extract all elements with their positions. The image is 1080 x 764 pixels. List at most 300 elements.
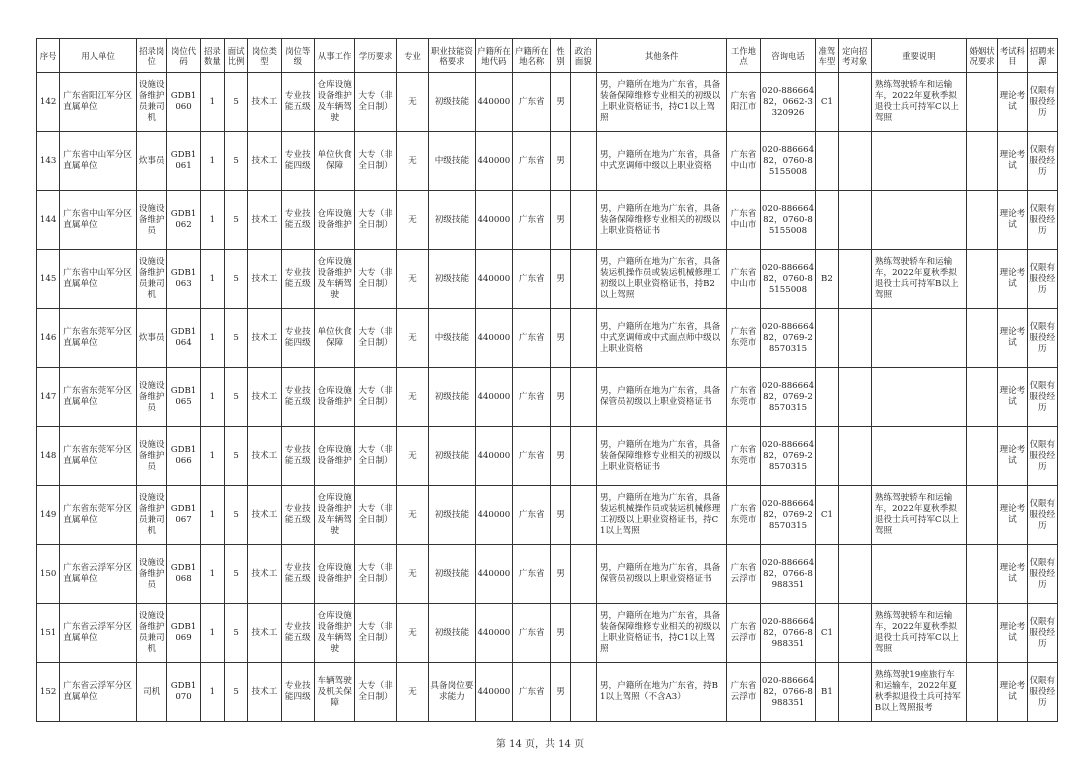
table-cell: 020-88666482，0662-3320926: [760, 73, 816, 132]
table-cell: [816, 132, 838, 191]
table-cell: 广东省中山市: [727, 250, 760, 309]
table-cell: 熟练驾驶轿车和运输车，2022年夏秋季拟退役士兵可持军C以上驾照: [871, 604, 966, 663]
table-cell: 设施设备维护员: [137, 427, 167, 486]
table-cell: 5: [224, 427, 247, 486]
table-cell: 初级技能: [429, 486, 476, 545]
table-cell: [816, 545, 838, 604]
table-cell: [838, 191, 871, 250]
table-cell: 仅限有服役经历: [1027, 604, 1057, 663]
table-cell: 男: [551, 191, 570, 250]
table-cell: 熟练驾驶轿车和运输车，2022年夏秋季拟退役士兵可持军C以上驾照: [871, 73, 966, 132]
column-header: 招聘来源: [1027, 39, 1057, 73]
table-cell: [838, 604, 871, 663]
table-cell: 理论考试: [998, 427, 1027, 486]
table-cell: 仓库设施设备维护: [314, 368, 354, 427]
table-cell: [570, 309, 596, 368]
table-cell: [871, 427, 966, 486]
table-cell: [816, 309, 838, 368]
table-cell: 男，户籍所在地为广东省，具备保管员初级以上职业资格证书: [596, 545, 726, 604]
table-cell: 设施设备维护员兼司机: [137, 73, 167, 132]
table-cell: 广东省中山军分区直属单位: [60, 132, 137, 191]
table-cell: GDB1062: [167, 191, 200, 250]
table-cell: [838, 427, 871, 486]
table-cell: [966, 73, 997, 132]
table-cell: 大专（非全日制）: [355, 427, 396, 486]
table-row: [37, 132, 1058, 191]
table-cell: 广东省东莞市: [727, 427, 760, 486]
table-cell: GDB1060: [167, 73, 200, 132]
table-cell: 具备岗位要求能力: [429, 663, 476, 722]
table-cell: GDB1061: [167, 132, 200, 191]
table-cell: 男: [551, 486, 570, 545]
column-header: 从事工作: [314, 39, 354, 73]
column-header: 性别: [551, 39, 570, 73]
table-cell: 1: [200, 427, 224, 486]
table-cell: 专业技能五级: [281, 73, 314, 132]
table-cell: 仅限有服役经历: [1027, 132, 1057, 191]
table-cell: 男: [551, 663, 570, 722]
table-cell: 仓库设施设备维护及车辆驾驶: [314, 73, 354, 132]
table-cell: 440000: [475, 663, 512, 722]
table-cell: 仅限有服役经历: [1027, 73, 1057, 132]
table-cell: 技术工: [248, 368, 281, 427]
table-cell: [816, 191, 838, 250]
table-cell: 广东省东莞军分区直属单位: [60, 427, 137, 486]
column-header: 准驾车型: [816, 39, 838, 73]
table-cell: 仅限有服役经历: [1027, 250, 1057, 309]
table-cell: GDB1064: [167, 309, 200, 368]
table-cell: 男: [551, 368, 570, 427]
table-cell: 设施设备维护员兼司机: [137, 604, 167, 663]
table-cell: 广东省: [513, 427, 551, 486]
table-cell: 广东省: [513, 604, 551, 663]
table-cell: 广东省云浮市: [727, 545, 760, 604]
table-cell: [871, 132, 966, 191]
table-cell: 理论考试: [998, 368, 1027, 427]
table-cell: [966, 132, 997, 191]
table-cell: 广东省云浮军分区直属单位: [60, 545, 137, 604]
table-cell: 男: [551, 250, 570, 309]
table-cell: 男: [551, 427, 570, 486]
table-cell: 炊事员: [137, 309, 167, 368]
table-cell: 440000: [475, 545, 512, 604]
table-cell: 020-88666482，0760-85155008: [760, 191, 816, 250]
table-cell: 150: [37, 545, 60, 604]
table-cell: 5: [224, 309, 247, 368]
table-cell: C1: [816, 73, 838, 132]
column-header: 考试科目: [998, 39, 1027, 73]
table-cell: 广东省中山市: [727, 132, 760, 191]
table-cell: [838, 132, 871, 191]
table-cell: 020-88666482，0769-28570315: [760, 309, 816, 368]
table-cell: 理论考试: [998, 486, 1027, 545]
table-cell: 男: [551, 309, 570, 368]
table-cell: 广东省: [513, 309, 551, 368]
table-cell: 男，户籍所在地为广东省，具备装备保障维修专业相关的初级以上职业资格证书，持C1以上驾照: [596, 73, 726, 132]
table-cell: 广东省: [513, 368, 551, 427]
table-cell: 大专（非全日制）: [355, 663, 396, 722]
table-cell: 理论考试: [998, 132, 1027, 191]
table-cell: 仅限有服役经历: [1027, 545, 1057, 604]
column-header: 用人单位: [60, 39, 137, 73]
table-cell: [570, 368, 596, 427]
table-cell: 5: [224, 486, 247, 545]
table-cell: 大专（非全日制）: [355, 545, 396, 604]
table-cell: 无: [396, 368, 428, 427]
table-row: [37, 73, 1058, 132]
table-cell: 广东省云浮市: [727, 663, 760, 722]
table-cell: [966, 191, 997, 250]
table-cell: [838, 368, 871, 427]
table-cell: [838, 486, 871, 545]
table-cell: 男，户籍所在地为广东省，具备保管员初级以上职业资格证书: [596, 368, 726, 427]
table-cell: 男，户籍所在地为广东省，具备装备保障维修专业相关的初级以上职业资格证书: [596, 191, 726, 250]
column-header: 序号: [37, 39, 60, 73]
table-header-row: [37, 39, 1058, 73]
table-cell: 440000: [475, 604, 512, 663]
table-cell: 1: [200, 132, 224, 191]
table-cell: 专业技能五级: [281, 368, 314, 427]
table-cell: 广东省云浮市: [727, 604, 760, 663]
table-cell: 熟练驾驶轿车和运输车，2022年夏秋季拟退役士兵可持军C以上驾照: [871, 486, 966, 545]
table-cell: [570, 250, 596, 309]
table-cell: 熟练驾驶轿车和运输车，2022年夏秋季拟退役士兵可持军B以上驾照: [871, 250, 966, 309]
table-cell: 广东省东莞市: [727, 309, 760, 368]
table-cell: 5: [224, 663, 247, 722]
table-cell: 广东省中山市: [727, 191, 760, 250]
table-cell: GDB1065: [167, 368, 200, 427]
column-header: 岗位类型: [248, 39, 281, 73]
table-cell: 440000: [475, 191, 512, 250]
table-row: [37, 191, 1058, 250]
column-header: 咨询电话: [760, 39, 816, 73]
table-cell: 理论考试: [998, 604, 1027, 663]
table-cell: 男，户籍所在地为广东省，具备装运机械操作员或装运机械修理工初级以上职业资格证书，持C1以上驾照: [596, 486, 726, 545]
column-header: 职业技能资格要求: [429, 39, 476, 73]
table-cell: [570, 486, 596, 545]
table-cell: 仓库设施设备维护: [314, 545, 354, 604]
table-cell: [966, 309, 997, 368]
table-cell: 1: [200, 309, 224, 368]
table-cell: 020-88666482，0760-85155008: [760, 132, 816, 191]
table-cell: 大专（非全日制）: [355, 368, 396, 427]
table-cell: 广东省中山军分区直属单位: [60, 250, 137, 309]
table-cell: 5: [224, 604, 247, 663]
table-cell: 广东省东莞市: [727, 486, 760, 545]
table-cell: 147: [37, 368, 60, 427]
table-cell: 020-88666482，0769-28570315: [760, 486, 816, 545]
table-cell: 无: [396, 73, 428, 132]
table-cell: 大专（非全日制）: [355, 191, 396, 250]
table-cell: 仅限有服役经历: [1027, 663, 1057, 722]
table-cell: 无: [396, 191, 428, 250]
table-cell: B2: [816, 250, 838, 309]
table-cell: 专业技能五级: [281, 191, 314, 250]
table-cell: 广东省中山军分区直属单位: [60, 191, 137, 250]
table-cell: 1: [200, 191, 224, 250]
table-cell: 广东省: [513, 250, 551, 309]
table-cell: 技术工: [248, 486, 281, 545]
table-cell: 5: [224, 191, 247, 250]
table-cell: 仅限有服役经历: [1027, 309, 1057, 368]
table-cell: 广东省东莞军分区直属单位: [60, 368, 137, 427]
table-row: [37, 604, 1058, 663]
table-cell: 男，户籍所在地为广东省，具备中式烹调师中级以上职业资格: [596, 132, 726, 191]
table-cell: 技术工: [248, 309, 281, 368]
table-cell: 无: [396, 604, 428, 663]
table-cell: 无: [396, 663, 428, 722]
table-cell: 无: [396, 132, 428, 191]
table-cell: 设施设备维护员兼司机: [137, 486, 167, 545]
table-cell: [570, 663, 596, 722]
table-cell: 020-88666482，0769-28570315: [760, 427, 816, 486]
table-cell: 020-88666482，0766-8988351: [760, 545, 816, 604]
table-cell: 仅限有服役经历: [1027, 427, 1057, 486]
table-cell: 广东省: [513, 132, 551, 191]
column-header: 学历要求: [355, 39, 396, 73]
table-cell: 5: [224, 368, 247, 427]
table-cell: 仓库设施设备维护: [314, 427, 354, 486]
column-header: 招录岗位: [137, 39, 167, 73]
table-cell: 440000: [475, 368, 512, 427]
table-cell: 广东省东莞市: [727, 368, 760, 427]
column-header: 面试比例: [224, 39, 247, 73]
table-row: [37, 250, 1058, 309]
column-header: 其他条件: [596, 39, 726, 73]
table-cell: 大专（非全日制）: [355, 73, 396, 132]
table-cell: 广东省: [513, 486, 551, 545]
table-cell: 理论考试: [998, 73, 1027, 132]
table-cell: 炊事员: [137, 132, 167, 191]
table-cell: 专业技能五级: [281, 427, 314, 486]
table-cell: 大专（非全日制）: [355, 604, 396, 663]
table-cell: 理论考试: [998, 309, 1027, 368]
table-cell: GDB1066: [167, 427, 200, 486]
table-cell: B1: [816, 663, 838, 722]
table-cell: 车辆驾驶及机关保障: [314, 663, 354, 722]
table-cell: 仓库设施设备维护: [314, 191, 354, 250]
table-cell: 1: [200, 73, 224, 132]
table-cell: 440000: [475, 486, 512, 545]
table-cell: 技术工: [248, 545, 281, 604]
table-cell: 仓库设施设备维护及车辆驾驶: [314, 250, 354, 309]
column-header: 工作地点: [727, 39, 760, 73]
table-cell: 1: [200, 368, 224, 427]
table-cell: 男: [551, 132, 570, 191]
table-cell: 技术工: [248, 250, 281, 309]
table-cell: [871, 545, 966, 604]
table-cell: [570, 191, 596, 250]
table-cell: GDB1068: [167, 545, 200, 604]
table-cell: 初级技能: [429, 250, 476, 309]
table-row: [37, 486, 1058, 545]
table-cell: 大专（非全日制）: [355, 250, 396, 309]
table-cell: 无: [396, 486, 428, 545]
table-cell: 大专（非全日制）: [355, 132, 396, 191]
table-cell: 初级技能: [429, 545, 476, 604]
table-cell: 设施设备维护员: [137, 545, 167, 604]
table-cell: 设施设备维护员: [137, 191, 167, 250]
table-cell: 5: [224, 545, 247, 604]
table-cell: 广东省东莞军分区直属单位: [60, 486, 137, 545]
table-cell: 初级技能: [429, 191, 476, 250]
table-cell: 仓库设施设备维护及车辆驾驶: [314, 486, 354, 545]
table-cell: 149: [37, 486, 60, 545]
table-cell: [570, 427, 596, 486]
table-cell: GDB1069: [167, 604, 200, 663]
table-cell: 440000: [475, 427, 512, 486]
column-header: 户籍所在地代码: [475, 39, 512, 73]
table-cell: 技术工: [248, 427, 281, 486]
table-cell: 1: [200, 486, 224, 545]
table-cell: [838, 545, 871, 604]
table-cell: 技术工: [248, 663, 281, 722]
table-cell: C1: [816, 604, 838, 663]
table-cell: [838, 73, 871, 132]
table-cell: [966, 368, 997, 427]
table-cell: 男: [551, 545, 570, 604]
table-cell: 男: [551, 604, 570, 663]
table-cell: 专业技能五级: [281, 545, 314, 604]
table-cell: 理论考试: [998, 250, 1027, 309]
table-cell: 广东省: [513, 663, 551, 722]
table-cell: [966, 427, 997, 486]
table-cell: 145: [37, 250, 60, 309]
page-footer: 第 14 页，共 14 页: [495, 739, 585, 750]
table-cell: 无: [396, 309, 428, 368]
table-cell: 440000: [475, 309, 512, 368]
table-cell: 大专（非全日制）: [355, 309, 396, 368]
table-row: [37, 545, 1058, 604]
table-cell: 单位伙食保障: [314, 309, 354, 368]
table-cell: 男，户籍所在地为广东省，具备装运机操作员或装运机械修理工初级以上职业资格证书，持B2以上驾照: [596, 250, 726, 309]
table-cell: 理论考试: [998, 545, 1027, 604]
table-cell: 广东省: [513, 545, 551, 604]
table-cell: 男，户籍所在地为广东省，具备中式烹调师或中式面点师中级以上职业资格: [596, 309, 726, 368]
table-cell: 专业技能五级: [281, 250, 314, 309]
table-cell: 理论考试: [998, 663, 1027, 722]
table-cell: 仅限有服役经历: [1027, 486, 1057, 545]
table-cell: 中级技能: [429, 132, 476, 191]
table-row: [37, 309, 1058, 368]
column-header: 婚姻状况要求: [966, 39, 997, 73]
table-cell: 广东省: [513, 191, 551, 250]
table-cell: 初级技能: [429, 427, 476, 486]
table-row: [37, 427, 1058, 486]
table-cell: 广东省云浮军分区直属单位: [60, 663, 137, 722]
table-cell: 男，户籍所在地为广东省，具备装备保障维修专业相关的初级以上职业资格证书，持C1以上驾照: [596, 604, 726, 663]
table-cell: 专业技能四级: [281, 309, 314, 368]
table-cell: 1: [200, 545, 224, 604]
table-cell: 5: [224, 132, 247, 191]
table-cell: 大专（非全日制）: [355, 486, 396, 545]
table-cell: 020-88666482，0769-28570315: [760, 368, 816, 427]
table-cell: 男: [551, 73, 570, 132]
table-cell: [570, 132, 596, 191]
table-cell: 440000: [475, 73, 512, 132]
table-cell: 5: [224, 73, 247, 132]
table-cell: [570, 604, 596, 663]
table-cell: GDB1067: [167, 486, 200, 545]
table-cell: 初级技能: [429, 73, 476, 132]
table-row: [37, 368, 1058, 427]
table-cell: 1: [200, 663, 224, 722]
column-header: 定向招考对象: [838, 39, 871, 73]
table-cell: 初级技能: [429, 604, 476, 663]
column-header: 重要说明: [871, 39, 966, 73]
table-cell: 广东省: [513, 73, 551, 132]
table-cell: [816, 427, 838, 486]
table-cell: [871, 368, 966, 427]
table-cell: [570, 545, 596, 604]
table-cell: 技术工: [248, 191, 281, 250]
table-cell: 中级技能: [429, 309, 476, 368]
table-cell: [570, 73, 596, 132]
table-cell: 技术工: [248, 73, 281, 132]
table-cell: [838, 663, 871, 722]
table-cell: 152: [37, 663, 60, 722]
table-cell: 仅限有服役经历: [1027, 191, 1057, 250]
table-cell: 148: [37, 427, 60, 486]
table-cell: 广东省阳江市: [727, 73, 760, 132]
table-cell: 专业技能四级: [281, 132, 314, 191]
table-cell: 单位伙食保障: [314, 132, 354, 191]
table-cell: 司机: [137, 663, 167, 722]
table-cell: [838, 309, 871, 368]
table-cell: 144: [37, 191, 60, 250]
table-cell: 技术工: [248, 604, 281, 663]
table-cell: 理论考试: [998, 191, 1027, 250]
table-cell: [966, 250, 997, 309]
column-header: 户籍所在地名称: [513, 39, 551, 73]
table-cell: 无: [396, 545, 428, 604]
table-cell: 男，户籍所在地为广东省，具备装备保障维修专业相关的初级以上职业资格证书: [596, 427, 726, 486]
column-header: 岗位等级: [281, 39, 314, 73]
table-cell: [966, 545, 997, 604]
table-cell: 熟练驾驶19座旅行车和运输车，2022年夏秋季拟退役士兵可持军B以上驾照报考: [871, 663, 966, 722]
table-cell: 初级技能: [429, 368, 476, 427]
table-cell: 020-88666482，0766-8988351: [760, 604, 816, 663]
table-cell: GDB1070: [167, 663, 200, 722]
table-cell: 仅限有服役经历: [1027, 368, 1057, 427]
table-cell: [838, 250, 871, 309]
table-cell: 440000: [475, 250, 512, 309]
column-header: 岗位代码: [167, 39, 200, 73]
table-row: [37, 663, 1058, 722]
table-cell: 专业技能四级: [281, 663, 314, 722]
table-cell: 142: [37, 73, 60, 132]
table-cell: 广东省东莞军分区直属单位: [60, 309, 137, 368]
column-header: 专业: [396, 39, 428, 73]
table-cell: 专业技能五级: [281, 486, 314, 545]
table-cell: [871, 191, 966, 250]
table-cell: 仓库设施设备维护及车辆驾驶: [314, 604, 354, 663]
table-cell: 440000: [475, 132, 512, 191]
table-cell: 151: [37, 604, 60, 663]
table-cell: [816, 368, 838, 427]
table-cell: 技术工: [248, 132, 281, 191]
table-cell: 设施设备维护员兼司机: [137, 250, 167, 309]
table-cell: 广东省阳江军分区直属单位: [60, 73, 137, 132]
table-cell: 1: [200, 250, 224, 309]
table-cell: [871, 309, 966, 368]
table-cell: 020-88666482，0760-85155008: [760, 250, 816, 309]
table-cell: 无: [396, 427, 428, 486]
table-cell: 020-88666482，0766-8988351: [760, 663, 816, 722]
table-cell: [966, 663, 997, 722]
recruitment-table: [36, 38, 1058, 722]
column-header: 政治面貌: [570, 39, 596, 73]
